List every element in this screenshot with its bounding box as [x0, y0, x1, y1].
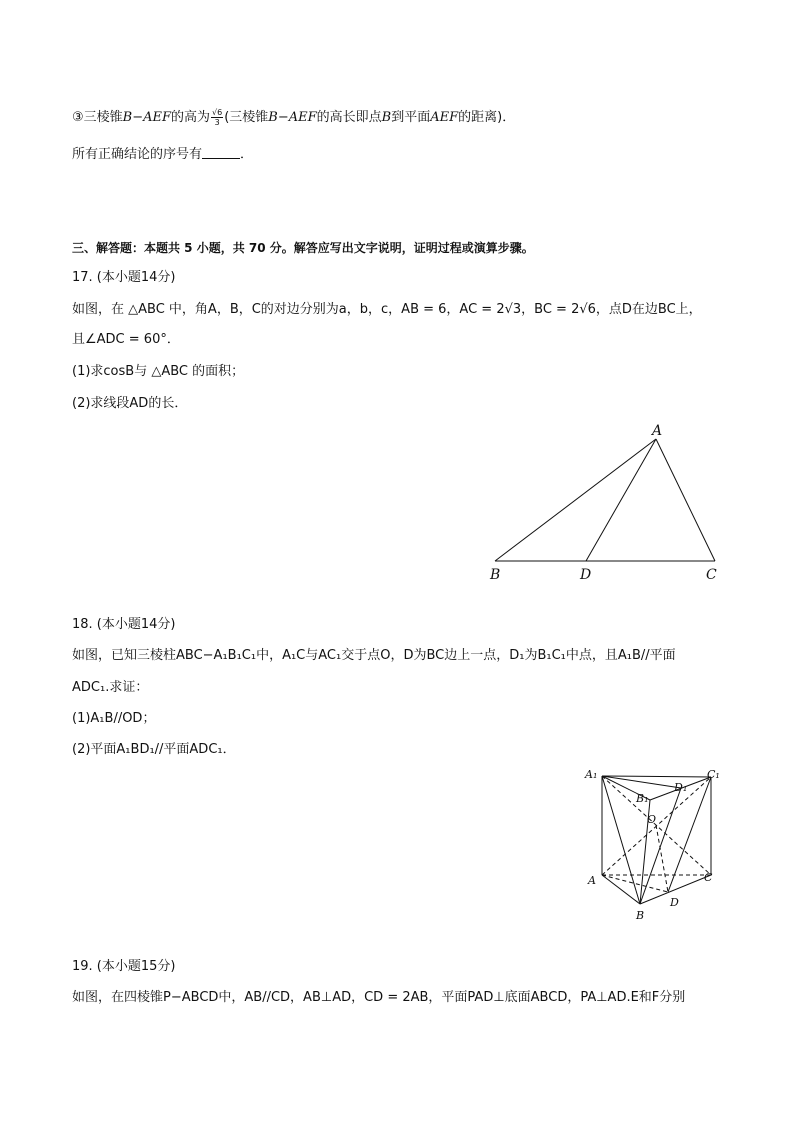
q16-part3-math-2: B−AEF — [268, 110, 317, 125]
q18-line1: 如图，已知三棱柱ABC−A₁B₁C₁中，A₁C与AC₁交于点O，D为BC边上一点，D₁为B₁C₁中点，且A₁B//平面 — [72, 648, 676, 663]
segment-ad-dashed — [602, 875, 668, 892]
edge-ab — [602, 875, 640, 904]
label-d: D — [670, 896, 679, 909]
label-d1: D₁ — [674, 781, 688, 794]
fraction-denominator: 3 — [214, 118, 220, 127]
segment-a1b — [602, 776, 640, 904]
label-d: D — [580, 567, 592, 583]
q16-question-end: ． — [240, 147, 254, 162]
label-b1: B₁ — [636, 792, 649, 805]
q16-question-line — [72, 146, 253, 164]
q19-line1: 如图，在四棱锥P−ABCD中，AB//CD，AB⊥AD，CD = 2AB，平面PAD⊥底面ABCD，PA⊥AD.E和F分别 — [72, 990, 686, 1005]
q17-part2: (2)求线段AD的长． — [72, 396, 188, 411]
label-b: B — [490, 567, 501, 583]
section3-heading: 三、解答题：本题共 5 小题，共 70 分。解答应写出文字说明，证明过程或演算步骤。 — [72, 241, 534, 255]
fraction-numerator: √6 — [212, 108, 223, 117]
q17-triangle-figure — [480, 418, 730, 588]
segment-ba — [495, 439, 656, 561]
q16-part3-paren-mid: 的高长即点 — [316, 110, 382, 125]
q17-part1: (1)求cosB与 △ABC 的面积； — [72, 364, 245, 379]
q18-part2: (2)平面A₁BD₁//平面ADC₁． — [72, 742, 236, 757]
label-c: C — [706, 567, 717, 583]
q17-line1: 如图，在 △ABC 中，角A，B，C的对边分别为a，b，c，AB = 6，AC = 2√3，BC = 2√6，点D在边BC上， — [72, 302, 702, 317]
segment-ad — [586, 439, 656, 561]
q16-part3-prefix: ③三棱锥 — [72, 110, 123, 125]
label-a: A — [588, 874, 596, 887]
q17-line2: 且∠ADC = 60°． — [72, 332, 180, 347]
answer-blank[interactable] — [202, 146, 240, 159]
q18-part1: (1)A₁B//OD； — [72, 711, 156, 726]
label-c: C — [704, 871, 713, 884]
q16-part3-math-1: B−AEF — [122, 110, 171, 125]
label-a: A — [652, 423, 663, 439]
q16-part3-line — [72, 108, 515, 127]
q16-part3-math-4: AEF — [430, 110, 459, 125]
label-b: B — [636, 909, 645, 922]
q16-part3-paren-end: 的距离)． — [458, 110, 516, 125]
q19-header: 19. (本小题15分) — [72, 959, 176, 974]
label-o: O — [647, 813, 657, 826]
segment-ac — [656, 439, 715, 561]
q18-line2: ADC₁.求证： — [72, 680, 149, 695]
q18-header: 18. (本小题14分) — [72, 617, 176, 632]
edge-a1c1 — [602, 776, 711, 777]
q18-prism-figure — [578, 762, 728, 932]
q16-part3-fraction — [211, 108, 223, 127]
label-a1: A₁ — [585, 768, 598, 781]
q16-part3-mid: 的高为 — [171, 110, 211, 125]
q17-header: 17. (本小题14分) — [72, 270, 176, 285]
q16-part3-paren-open: (三棱锥 — [224, 110, 269, 125]
segment-od-dashed — [656, 825, 668, 892]
q16-part3-paren-mid2: 到平面 — [391, 110, 431, 125]
q16-part3-math-3: B — [381, 110, 392, 125]
label-c1: C₁ — [707, 768, 720, 781]
q16-question-text: 所有正确结论的序号有 — [72, 147, 203, 162]
